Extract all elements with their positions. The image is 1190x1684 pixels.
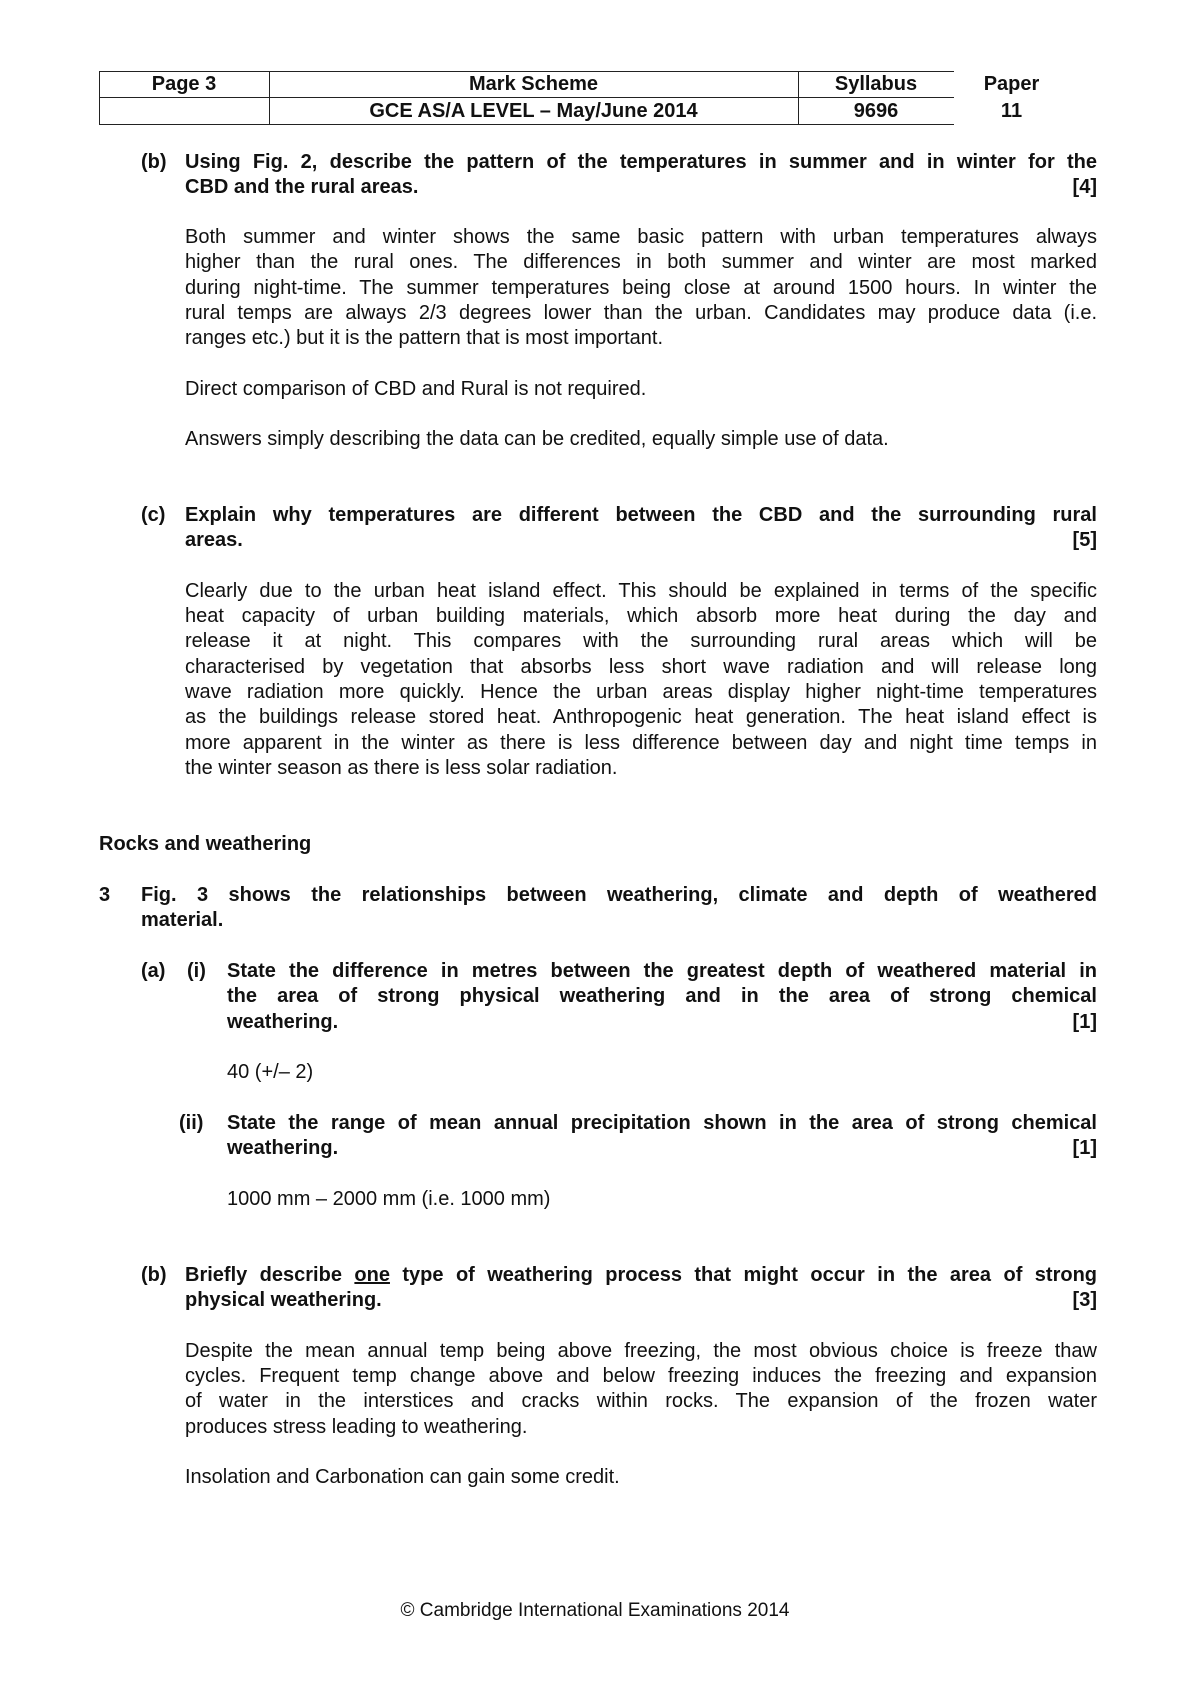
q3ai-question-line: weathering.	[227, 1011, 339, 1033]
q3ai-question-line: the area of strong physical weathering and in the area of strong chemical	[227, 985, 1097, 1007]
q2b-note: Answers simply describing the data can be credited, equally simple use of data.	[185, 428, 889, 450]
q2b-answer-line: higher than the rural ones. The differences in both summer and winter are most marked	[185, 251, 1097, 273]
header-paper-label: Paper	[983, 73, 1040, 95]
q3b-note: Insolation and Carbonation can gain some credit.	[185, 1466, 620, 1488]
q2c-answer-line: more apparent in the winter as there is less difference between day and night time temps in	[185, 732, 1097, 754]
q3b-question-text: Briefly describe	[185, 1264, 355, 1286]
q3b-question-text: type of weathering process that might occur in the area of strong	[389, 1264, 1098, 1286]
q3b-marks: [3]	[1072, 1289, 1097, 1311]
q2c-answer-line: characterised by vegetation that absorbs less short wave radiation and will release long	[185, 656, 1097, 678]
q3aii-label: (ii)	[179, 1112, 204, 1134]
q3ai-marks: [1]	[1072, 1011, 1097, 1033]
header-page: Page 3	[151, 73, 217, 95]
q3aii-answer: 1000 mm – 2000 mm (i.e. 1000 mm)	[227, 1188, 551, 1210]
q3b-answer-line: of water in the interstices and cracks within rocks. The expansion of the frozen water	[185, 1390, 1097, 1412]
q3-stem-line1: Fig. 3 shows the relationships between weathering, climate and depth of weathered	[141, 884, 1097, 906]
header-syllabus-label: Syllabus	[834, 73, 918, 95]
section-title: Rocks and weathering	[99, 833, 312, 855]
q2b-answer-line: rural temps are always 2/3 degrees lower than the urban. Candidates may produce data (i.e.	[185, 302, 1097, 324]
q2b-note: Direct comparison of CBD and Rural is not required.	[185, 378, 647, 400]
q2b-answer-line: ranges etc.) but it is the pattern that is most important.	[185, 327, 663, 349]
header-syllabus-code: 9696	[853, 100, 899, 122]
q2c-answer-line: as the buildings release stored heat. Anthropogenic heat generation. The heat island effect is	[185, 706, 1097, 728]
q3b-question-line2: physical weathering.	[185, 1289, 382, 1311]
q2b-answer-line: during night-time. The summer temperatures being close at around 1500 hours. In winter the	[185, 277, 1097, 299]
q3a-label: (a)	[141, 960, 166, 982]
q2c-answer-line: heat capacity of urban building materials, which absorb more heat during the day and	[185, 605, 1097, 627]
q3aii-question-line: weathering.	[227, 1137, 339, 1159]
q2b-answer-line: Both summer and winter shows the same basic pattern with urban temperatures always	[185, 226, 1097, 248]
header-paper-number: 11	[1000, 100, 1023, 122]
q3b-answer-line: Despite the mean annual temp being above freezing, the most obvious choice is freeze thaw	[185, 1340, 1097, 1362]
q2c-answer-line: the winter season as there is less solar radiation.	[185, 757, 618, 779]
q2c-question-line2: areas.	[185, 529, 243, 551]
header-exam: GCE AS/A LEVEL – May/June 2014	[369, 100, 698, 122]
q3aii-question-line: State the range of mean annual precipitation shown in the area of strong chemical	[227, 1112, 1097, 1134]
q2b-question-line1: Using Fig. 2, describe the pattern of the temperatures in summer and in winter for the	[185, 151, 1097, 173]
q2b-question-line2: CBD and the rural areas.	[185, 176, 419, 198]
q3b-question-line1	[185, 1263, 1097, 1289]
q2c-answer-line: Clearly due to the urban heat island effect. This should be explained in terms of the specific	[185, 580, 1097, 602]
q3aii-marks: [1]	[1072, 1137, 1097, 1159]
q3b-question-emphasis: one	[354, 1264, 390, 1286]
header-mark-scheme: Mark Scheme	[469, 73, 598, 95]
q3-stem-line2: material.	[141, 909, 224, 931]
q2c-question-line1: Explain why temperatures are different between the CBD and the surrounding rural	[185, 504, 1097, 526]
q2c-marks: [5]	[1072, 529, 1097, 551]
q3ai-answer: 40 (+/– 2)	[227, 1061, 314, 1083]
q3-number: 3	[99, 884, 111, 906]
header-table	[99, 71, 1069, 126]
q2b-marks: [4]	[1072, 176, 1097, 198]
q3b-label: (b)	[141, 1264, 167, 1286]
q3b-answer-line: produces stress leading to weathering.	[185, 1416, 528, 1438]
footer-copyright: © Cambridge International Examinations 2014	[400, 1600, 790, 1621]
q2c-answer-line: release it at night. This compares with the surrounding rural areas which will be	[185, 630, 1097, 652]
q2b-label: (b)	[141, 151, 167, 173]
q3ai-label: (i)	[187, 960, 206, 982]
q2c-label: (c)	[141, 504, 166, 526]
q3ai-question-line: State the difference in metres between the greatest depth of weathered material in	[227, 960, 1097, 982]
q2c-answer-line: wave radiation more quickly. Hence the urban areas display higher night-time temperatures	[185, 681, 1097, 703]
q3b-answer-line: cycles. Frequent temp change above and below freezing induces the freezing and expansion	[185, 1365, 1097, 1387]
